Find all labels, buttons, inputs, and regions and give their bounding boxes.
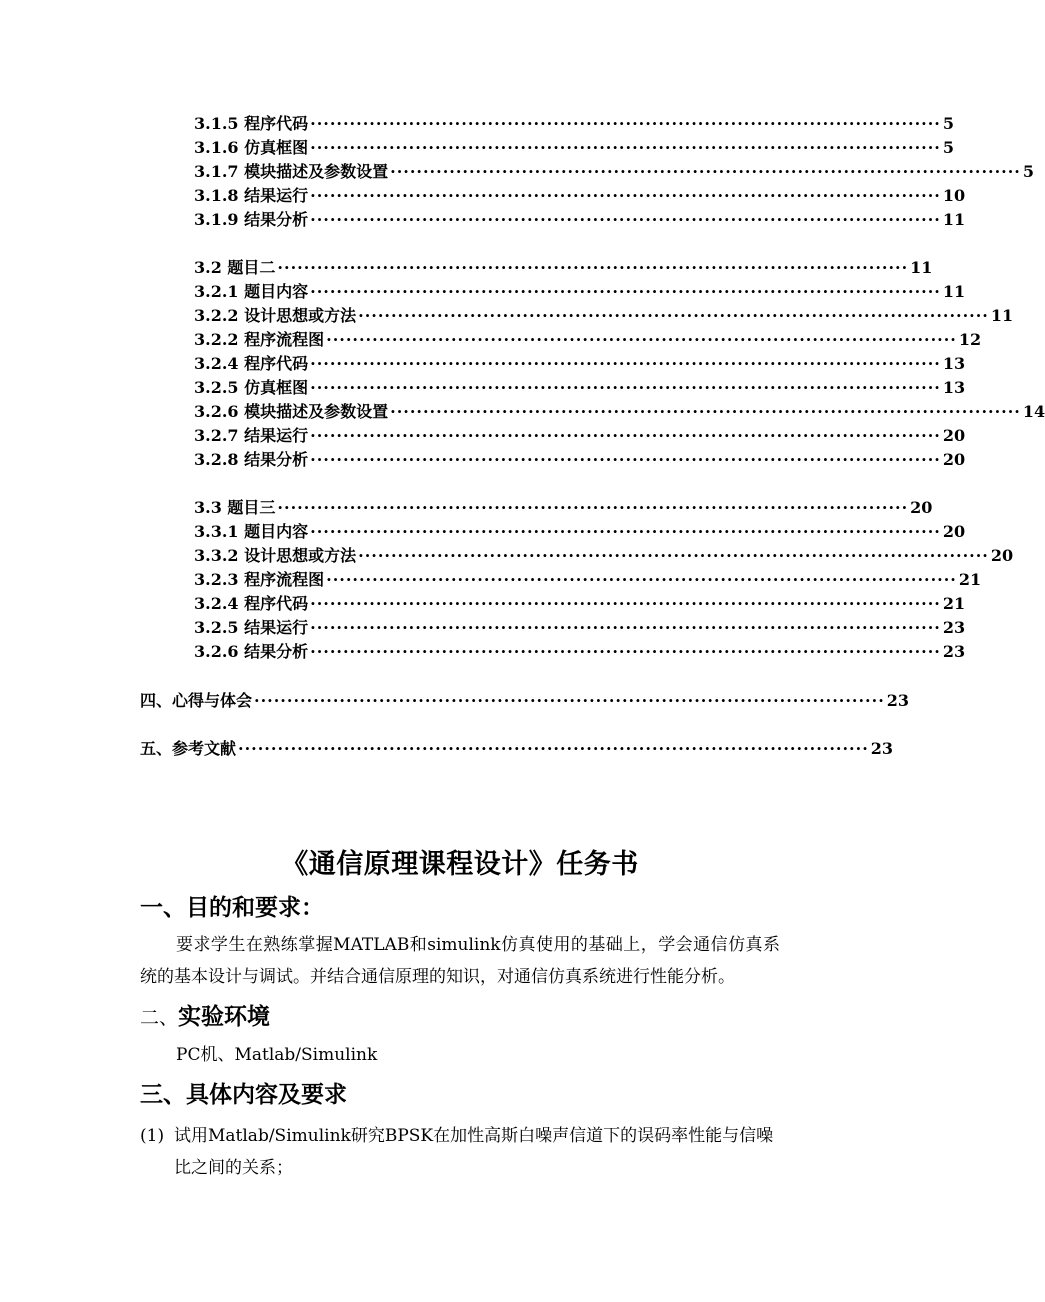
toc-page-number: 21 [942, 594, 966, 613]
toc-row[interactable] [194, 258, 933, 278]
toc-page-number: 20 [910, 498, 933, 517]
toc-page-number: 11 [942, 210, 966, 229]
toc-row[interactable] [194, 498, 933, 518]
toc-row[interactable] [194, 210, 966, 230]
toc-page-number: 13 [942, 354, 966, 373]
toc-label: 3.2.4 程序代码 [194, 594, 309, 613]
toc-label: 3.2.8 结果分析 [194, 450, 309, 469]
toc-row[interactable] [194, 594, 966, 614]
toc-leader-dots: ································································································ [310, 138, 941, 157]
toc-label: 五、参考文献 [140, 739, 237, 758]
toc-label: 3.1.5 程序代码 [194, 114, 309, 133]
toc-row[interactable] [194, 522, 966, 542]
toc-row[interactable] [194, 426, 966, 446]
toc-leader-dots: ································································································ [310, 282, 941, 301]
section-heading-environment [140, 1002, 270, 1033]
toc-page-number: 23 [870, 739, 894, 758]
section-number: 二、 [140, 1007, 179, 1029]
toc-row[interactable] [194, 378, 966, 398]
toc-page-number: 12 [958, 330, 982, 349]
toc-row[interactable] [194, 618, 966, 638]
section-heading-purpose: 一、目的和要求： [140, 894, 324, 921]
toc-page-number: 14 [1022, 402, 1045, 421]
toc-row[interactable] [194, 306, 1014, 326]
toc-leader-dots: ································································································ [277, 258, 909, 277]
toc-label: 3.1.8 结果运行 [194, 186, 309, 205]
toc-label: 3.3.2 设计思想或方法 [194, 546, 357, 565]
toc-row[interactable] [194, 546, 1014, 566]
toc-label: 3.2.6 模块描述及参数设置 [194, 402, 389, 421]
toc-leader-dots: ································································································ [310, 186, 941, 205]
toc-page-number: 13 [942, 378, 966, 397]
toc-row[interactable] [194, 570, 982, 590]
toc-leader-dots: ································································································ [390, 402, 1021, 421]
toc-page-number: 23 [942, 642, 966, 661]
toc-label: 3.2 题目二 [194, 258, 276, 277]
toc-row[interactable] [194, 138, 955, 158]
toc-leader-dots: ································································································ [310, 522, 941, 541]
toc-label: 3.3.1 题目内容 [194, 522, 309, 541]
toc-row[interactable] [194, 450, 966, 470]
toc-label: 3.2.3 程序流程图 [194, 570, 325, 589]
toc-leader-dots: ································································································ [310, 618, 941, 637]
toc-leader-dots: ································································································ [238, 739, 869, 758]
toc-label: 3.3 题目三 [194, 498, 276, 517]
toc-label: 3.1.9 结果分析 [194, 210, 309, 229]
toc-label: 3.2.5 结果运行 [194, 618, 309, 637]
toc-page-number: 23 [886, 691, 910, 710]
toc-label: 3.2.4 程序代码 [194, 354, 309, 373]
toc-row[interactable] [140, 691, 910, 711]
toc-leader-dots: ································································································ [310, 450, 941, 469]
list-item-text: 试用Matlab/Simulink研究BPSK在加性高斯白噪声信道下的误码率性能与信噪比之间的关系； [174, 1126, 774, 1178]
document-title: 《通信原理课程设计》任务书 [281, 849, 639, 880]
toc-label: 3.1.6 仿真框图 [194, 138, 309, 157]
section-title: 实验环境 [178, 1003, 271, 1030]
toc-leader-dots: ································································································ [390, 162, 1021, 181]
toc-label: 3.2.7 结果运行 [194, 426, 309, 445]
toc-page-number: 10 [942, 186, 966, 205]
toc-leader-dots: ································································································ [310, 594, 941, 613]
toc-leader-dots: ································································································ [310, 426, 941, 445]
toc-row[interactable] [194, 162, 1035, 182]
toc-page-number: 20 [942, 450, 966, 469]
toc-leader-dots: ································································································ [358, 546, 989, 565]
toc-page-number: 11 [942, 282, 966, 301]
toc-label: 四、心得与体会 [140, 691, 253, 710]
toc-label: 3.2.2 程序流程图 [194, 330, 325, 349]
list-marker: (1) [140, 1126, 165, 1146]
toc-leader-dots: ································································································ [310, 642, 941, 661]
toc-page-number: 20 [990, 546, 1014, 565]
toc-page-number: 20 [942, 522, 966, 541]
toc-row[interactable] [194, 642, 966, 662]
toc-page-number: 5 [942, 138, 955, 157]
toc-page-number: 23 [942, 618, 966, 637]
toc-label: 3.2.1 题目内容 [194, 282, 309, 301]
toc-page-number: 11 [990, 306, 1014, 325]
toc-leader-dots: ································································································ [254, 691, 885, 710]
toc-leader-dots: ································································································ [326, 330, 957, 349]
toc-page-number: 20 [942, 426, 966, 445]
toc-label: 3.2.2 设计思想或方法 [194, 306, 357, 325]
toc-row[interactable] [194, 186, 966, 206]
toc-leader-dots: ································································································ [358, 306, 989, 325]
toc-label: 3.2.5 仿真框图 [194, 378, 309, 397]
toc-leader-dots: ································································································ [310, 114, 941, 133]
section-heading-content: 三、具体内容及要求 [140, 1081, 347, 1108]
toc-leader-dots: ································································································ [310, 378, 941, 397]
toc-row[interactable] [194, 354, 966, 374]
toc-leader-dots: ································································································ [326, 570, 957, 589]
toc-page-number: 5 [1022, 162, 1035, 181]
section-environment-text: PC机、Matlab/Simulink [176, 1045, 378, 1065]
toc-row[interactable] [194, 282, 966, 302]
toc-leader-dots: ································································································ [310, 210, 941, 229]
toc-label: 3.1.7 模块描述及参数设置 [194, 162, 389, 181]
toc-row[interactable] [194, 330, 982, 350]
toc-row[interactable] [194, 114, 955, 134]
toc-page-number: 21 [958, 570, 982, 589]
toc-leader-dots: ································································································ [310, 354, 941, 373]
toc-page-number: 5 [942, 114, 955, 133]
toc-leader-dots: ································································································ [277, 498, 909, 517]
toc-label: 3.2.6 结果分析 [194, 642, 309, 661]
toc-row[interactable] [194, 402, 1045, 422]
toc-row[interactable] [140, 739, 894, 759]
section-purpose-text: 要求学生在熟练掌握MATLAB和simulink仿真使用的基础上，学会通信仿真系统的基本设计与调试。并结合通信原理的知识，对通信仿真系统进行性能分析。 [140, 935, 780, 987]
toc-page-number: 11 [910, 258, 933, 277]
